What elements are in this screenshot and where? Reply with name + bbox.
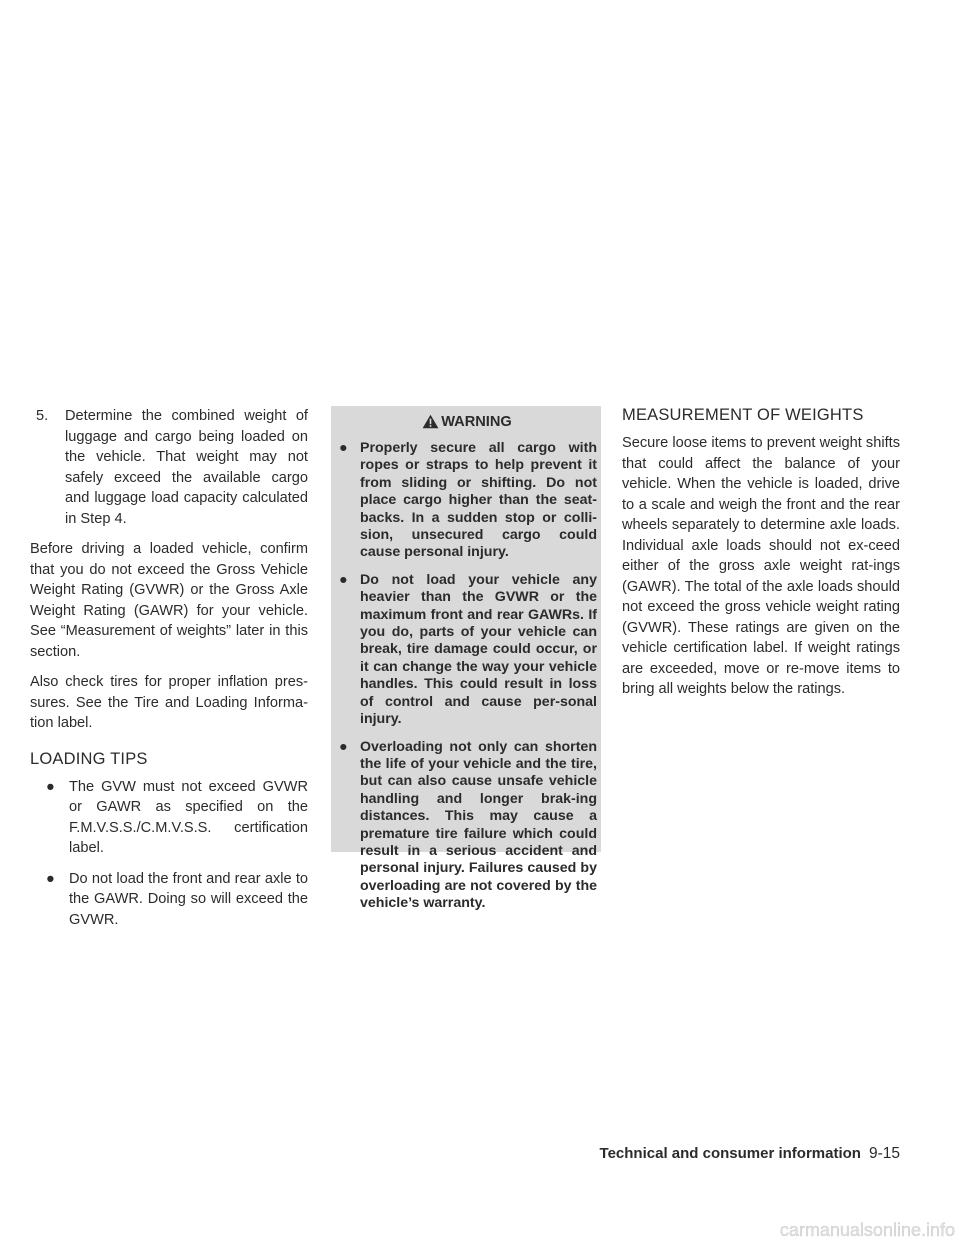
left-column	[30, 406, 308, 940]
loading-tips-list	[30, 777, 308, 931]
loading-tips-heading: LOADING TIPS	[30, 749, 148, 768]
warning-title: WARNING	[441, 414, 512, 430]
measurement-heading: MEASUREMENT OF WEIGHTS	[622, 406, 864, 424]
page-footer	[600, 1145, 900, 1163]
watermark	[0, 1220, 960, 1242]
list-item: ● Overloading not only can shorten the life of your vehicle and the tire, but can also cause unsafe vehicle handling and longer brak-ing distances. This may cause a premature tire failure which could result in a serious accident and personal injury. Failures caused by overloading are not covered by the vehicle’s warranty.	[339, 738, 597, 912]
warning-box	[331, 406, 601, 912]
warning-column	[331, 406, 601, 912]
section-title: Technical and consumer information	[599, 1145, 861, 1162]
gvwr-paragraph: Before driving a loaded vehicle, confirm that you do not exceed the Gross Vehicle Weight Rating (GVWR) or the Gross Axle Weight Rating (GAWR) for your vehicle. See “Measurement of weights” later in this section.	[30, 541, 308, 660]
warning-header	[337, 410, 597, 434]
warning-triangle-icon	[422, 414, 439, 429]
right-column	[622, 406, 900, 710]
bullet-icon: ●	[46, 778, 55, 795]
bullet-icon: ●	[339, 571, 348, 588]
step-text: Determine the combined weight of luggage and cargo being loaded on the vehicle. That weight may not safely exceed the available cargo and luggage load capacity calculated in Step 4.	[65, 408, 308, 527]
bullet-icon: ●	[46, 870, 55, 887]
list-item: ● The GVW must not exceed GVWR or GAWR as specified on the F.M.V.S.S./C.M.V.S.S. certification label.	[46, 778, 308, 856]
list-item: ● Do not load your vehicle any heavier than the GVWR or the maximum front and rear GAWRs. If you do, parts of your vehicle can break, tire damage could occur, or it can change the way your vehicle handles. This could result in loss of control and cause per-sonal injury.	[339, 571, 597, 728]
warning-list	[337, 440, 597, 913]
list-item: ● Do not load the front and rear axle to the GAWR. Doing so will exceed the GVWR.	[46, 870, 308, 928]
list-item: ● Properly secure all cargo with ropes or straps to help prevent it from sliding or shifting. Do not place cargo higher than the seat-backs. In a sudden stop or colli-sion, unsecured cargo could cause personal injury.	[339, 440, 597, 561]
bullet-icon: ●	[339, 738, 348, 755]
bullet-icon: ●	[339, 440, 348, 456]
inflation-paragraph: Also check tires for proper inflation pres-sures. See the Tire and Loading Informa-tion label.	[30, 674, 308, 731]
step-5	[30, 406, 308, 529]
step-number: 5.	[36, 408, 49, 424]
measurement-paragraph: Secure loose items to prevent weight shifts that could affect the balance of your vehicle. When the vehicle is loaded, drive to a scale and weigh the front and the rear wheels separately to determine axle loads. Individual axle loads should not ex-ceed either of the gross axle weight rat-ings (GAWR). The total of the axle loads should not exceed the gross vehicle weight rating (GVWR). These ratings are given on the vehicle certification label. If weight ratings are exceeded, move or re-move items to bring all weights below the ratings.	[622, 435, 900, 697]
page-number: 9-15	[868, 1145, 900, 1162]
watermark-text: carmanualsonline.info	[779, 1220, 955, 1240]
